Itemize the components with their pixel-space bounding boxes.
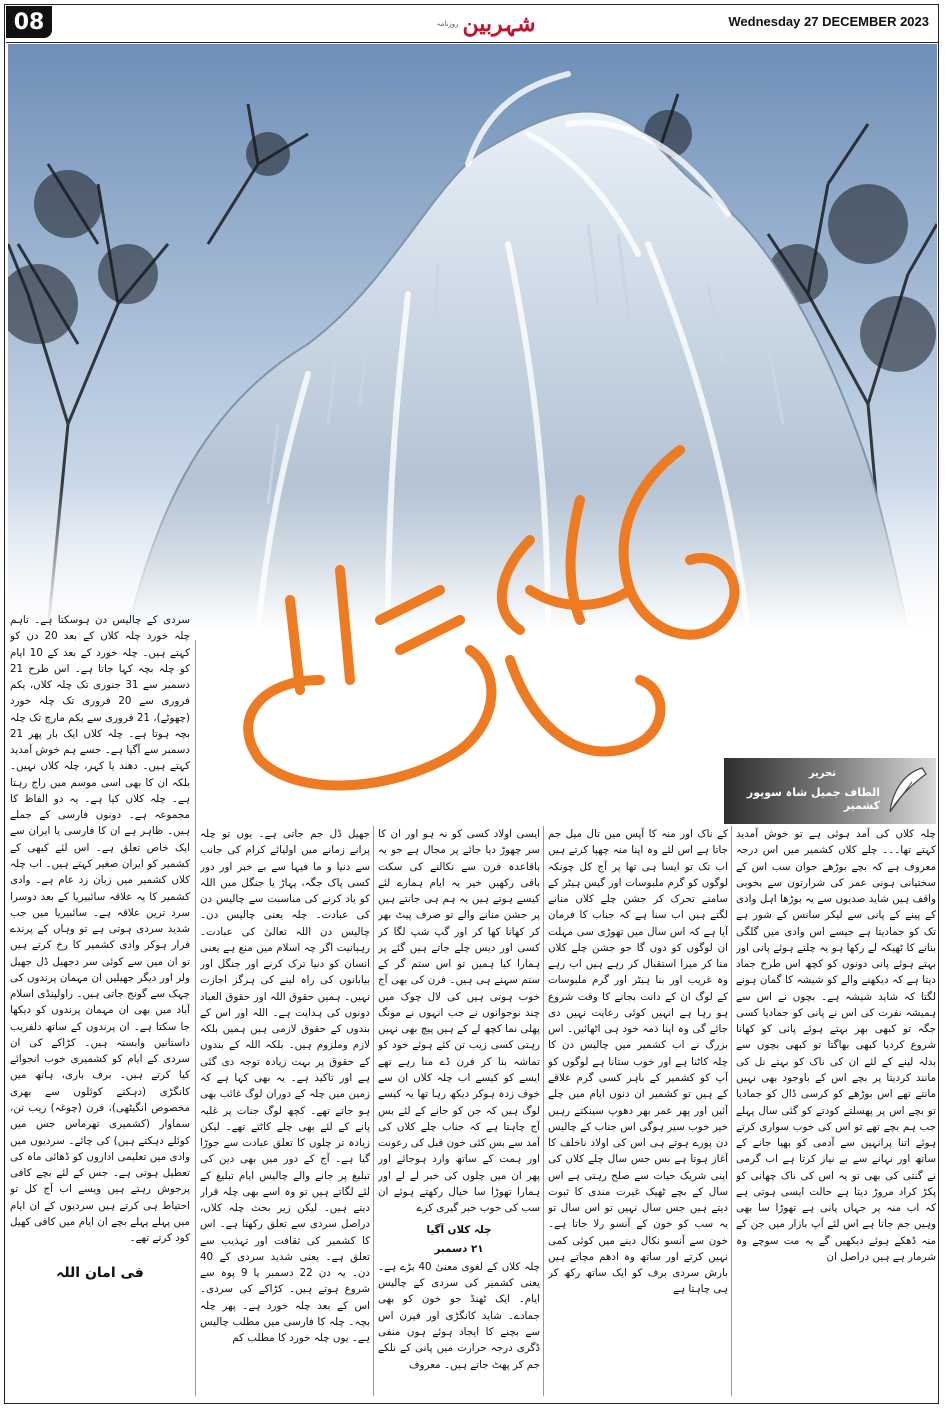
- column-divider: [373, 826, 374, 1396]
- column-divider: [195, 640, 196, 1396]
- section-subheading: چلہ کلاں آگیا: [426, 1224, 492, 1237]
- column-divider: [543, 826, 544, 1396]
- article-column-4: [200, 826, 370, 1400]
- article-column-5: [10, 612, 190, 1400]
- newspaper-logo: [401, 8, 571, 40]
- article-column-3: [378, 826, 540, 1400]
- column-5-text: سردی کے چالیس دن ہوسکتا ہے۔ تاہم چلہ خورد چلہ کلاں کے بعد 20 دن کو کہتے ہیں۔ چلہ خورد کے بعد کے 10 ایام کو چلہ بچہ کہا جاتا ہے۔ اس طرح 21 دسمبر سے 31 جنوری تک چلہ کلاں، یکم فروری سے 20 فروری تک چلہ خورد (چھوٹے)، 21 فروری سے یکم مارچ تک چلہ بچہ ہوتا ہے۔ چلہ کلاں ایک بار پھر 21 دسمبر سے آگیا ہے۔ جسے ہم خوش آمدید کہتے ہیں۔ دھند یا کہر، چلہ کلاں نہیں۔ بلکہ ان کا بھی اسی موسم میں راج رہتا ہے۔ چلہ کلاں کیا ہے۔ یہ دو الفاظ کا مجموعہ ہے۔ دونوں فارسی کے جملے ہیں۔ ظاہر ہے ان کا فارسی یا ایران سے ایک خاص تعلق ہے۔ اس لئے کبھی کے کشمیر کو ایران صغیر کہتے ہیں۔ اب چلہ کلاں کشمیر میں زبان زد عام ہے۔ وادی کشمیر کا یہ علاقہ سائبیریا کے بعد دوسرا سرد ترین علاقہ ہے۔ سائبیریا میں جب شدید سردی ہوتی ہے تو وہاں کے پرندے فرار ہوکر وادی کشمیر کا رخ کرتے ہیں تو ان میں سے کوئی سر دجھیل ڈل جھیل ولر اور دیگر جھیلیں ان مہمان پرندوں کی چہک سے گونج جاتی ہیں۔ راولپنڈی اسلام آباد میں بھی ان مہمان پرندوں کو دیکھا جا سکتا ہے۔ ان پرندوں کے ساتھ دلفریب داستانیں وابستہ ہیں۔ کڑاکے کی ان سردی کے ایام کو کشمیری خوب انجوائے کیا کرتے ہیں۔ برف باری، ہاتھ میں کانگڑی (دہکتے کوئلوں سے بھری مخصوص انگیٹھی)، فرن (چوغہ) زیب تن، سماوار (کشمیری تھرماس جس میں کوئلے دہکتے ہیں) کی چائے۔ سردیوں میں وادی میں تعلیمی اداروں کو ڈھائی ماہ کی تعطیل ہوتی ہے۔ جس کے لئے بچے کافی پرجوش رہتے ہیں ویسے اب آج کل تو احتیاط ہی کرتے ہیں سردیوں کے ان ایام میں پہلے پہلے بچے ان ایام میں کافی کھیل کود کرتے تھے۔: [10, 614, 190, 1245]
- column-3-text-continued: چلہ کلاں کے لغوی معنیٰ 40 بڑے ہے۔ یعنی کشمیر کی سردی کے چالیس ایام۔ ایک ٹھنڈ جو خون کو بھی جمادے۔ شاید کانگڑی اور فیرن اس سے بچنے کا ایجاد ہوئے ہوں منفی ڈگری درجہ حرارت میں پانی کے نلکے جم کر پھٹ جاتے ہیں۔ معروف: [378, 1260, 540, 1371]
- column-3-text: ایسی اولاد کسی کو نہ ہو اور ان کا سر چھوڑ دیا جائے پر مجال ہے جو یہ باقاعدہ فرن سے نکالنے کی سکت باقی رکھیں خیر یہ ایام ہمارے لئے کیسے ہوتے ہیں یہ ہم ہی جانتے ہیں پر جشن منانے والے تو صرف پیٹ بھر کر کھانا کھا کر اور گپ شپ لگا کر کسی اور دیس چلے جاتے ہیں گئے پر ہمارا کیا ہمیں تو اس ستم گر کے ستم سہنے ہی ہیں۔ فرن کی بھی آج خوب ہوتی ہیں کی لال چوک میں چند نوجوانوں نے جب انہوں نے مونگ پھلی نما کچھ لے کے ہیں پیچ بھی نہیں رہتی کسی زیب تن کئے ہوئے خود کو تماشہ بنا کر فرن ڈے منا رہے تھے ایسے کو کیسے اب چلہ کلاں ان سے خوف زدہ ہوکر دیکھ رہا تھا یہ کیسے لوگ ہیں کہ جن کو جانے کے لئے بس آج چاہتا ہے کہ جناب چلے کلاں کی آمد سے بس کئی خون قبل کی رعونت اور ہمت کے ساتھ وارد ہوجائے اور پھر ان میں چلوں کی خبر لے لے اور ہمارا تھوڑا سا خیال رکھتے ہوئے ان سب کی خوب خبر گیری کرے: [378, 828, 540, 1215]
- masthead: [6, 6, 939, 43]
- article-column-2: [548, 826, 728, 1400]
- column-4-text: جھیل ڈل جم جاتی ہے۔ یوں تو چلہ پرانے زمانے میں اولیائے کرام کی جانب سے دنیا و ما فیہا سے بے خبر اور دور کسی پاک جگہ، پہاڑ یا جنگل میں اللہ کو یاد کرنے کی مناسبت سے چالیس دن کی عبادت۔ چلہ یعنی چالیس دن۔ چالیس دن اللہ تعالیٰ کی عبادت۔ رہبانیت اگر چہ اسلام میں منع ہے یعنی انسان کو دنیا ترک کرنے اور جنگل اور بیابانوں کی راہ لینے کی ہرگز اجازت نہیں۔ ہمیں حقوق اللہ اور حقوق العباد دونوں کی ہدایت ہے۔ اللہ اور اس کے بندوں کے حقوق لازمی ہیں ہمیں بلکہ لازم وملزوم ہیں۔ بلکہ اللہ کے بندوں کے حقوق پر بہت زیادہ توجہ دی گئی ہے اور تاکید ہے۔ یہ بھی کہا ہے کہ زمین میں چلہ کے دوران لوگ غائب بھی ہو جاتے تھے۔ کچھ لوگ جنات پر غلبہ پانے کے لئے بھی چلے کاٹتے تھے۔ لیکن زیادہ تر چلوں کا تعلق عبادت سے جوڑا گیا ہے۔ آج کے دور میں بھی دین کی تبلیغ پر جانے والے چالیس ایام تبلیغ کے لئے لگاتے ہیں تو وہ اسے بھی چلہ قرار دیتے ہیں۔ لیکن زیر بحث چلہ کلاں، دراصل سردی سے تعلق رکھتا ہے۔ اس کا کشمیر کی ثقافت اور تہذیب سے تعلق ہے۔ یعنی شدید سردی کے 40 دن۔ یہ دن 22 دسمبر یا 9 پوہ سے شروع ہوتے ہیں۔ کڑاکے کی سردی۔ اس کے بعد چلہ خورد ہے۔ پھر چلہ بچہ۔ چلہ کا فارسی میں مطلب چالیس ہے۔ یوں چلہ خورد کا مطلب کم: [200, 828, 370, 1345]
- section-subheading-date: ۲۱ دسمبر: [434, 1242, 484, 1255]
- column-2-text: کے ناک اور منہ کا آپس میں تال میل جم جاتا ہے اس لئے وہ اپنا منہ چھپا کرتے ہیں اب تک تو ایسا ہی تھا پر آج کل چونکہ لوگوں کو گرم ملبوسات اور گیس ہیٹر کے سامنے تحرک کر جشن چلے کلاں منانے لگتے ہیں اب سنا ہے کہ جناب کا فرمان آیا ہے کہ اس سال میں تھوڑی سی مہلت ان لوگوں کو دوں گا جو جشن چلے کلاں منا کر میرا استقبال کر رہے ہیں اب رہے وہ غریب اور بنا ہیٹر اور گرم ملبوسات کے لوگ ان کے دانت بجانے کا وقت شروع ہو رہا ہے انہیں کوئی رعایت نہیں دی جائے گی وہ اپنا ذمہ خود ہی اٹھائیں۔ اس بزرگ نے اب کشمیر میں چالیس دن کا چلہ کاٹنا ہے اور خوب ستانا ہے لوگوں کو آپ کو کشمیر کے باہر کسی گرم علاقے کے ہیں تو کشمیر ان دنوں ایام میں چلے آئیں اور پھر عمر بھر دھوپ سینکتے رہیں خیر خوب سیر ہوگی اس جناب کے چالیس دن پورے ہوتے ہی اس کی اولاد ناخلف کا آغاز ہوتا ہے بس جس سال چلے کلاں کی اپنی شریک حیات سے صلح رہتی ہے اس سال کے بچے ٹھیک غیرت مندی کا ثبوت دیتے ہیں جس سال نہیں تو اس سال تو یہ سب کو خون کے آنسو رلا جاتا ہے۔ خون سے آنسو نکال دینے میں کوئی کمی نہیں کرتے اور ساتھ وہ ادھم مچاتے ہیں بارش سردی برف کو ایک ساتھ رکھ کر ہی چاہتا ہے: [548, 828, 728, 1296]
- quill-pen-icon: [882, 764, 930, 816]
- sign-off: فی امان اللہ: [56, 1265, 144, 1282]
- headline-calligraphy: [200, 420, 760, 840]
- byline-label: تحریر: [808, 768, 836, 779]
- byline-box: [724, 758, 936, 824]
- logo-tagline: روزنامہ: [436, 20, 459, 28]
- logo-name: شہربین: [462, 11, 536, 37]
- issue-date: Wednesday 27 DECEMBER 2023: [728, 14, 929, 29]
- column-1-text: چلہ کلاں کی آمد ہوئی ہے تو خوش آمدید کہتے تھا۔۔۔ چلے کلاں کشمیر میں اس درجہ معروف ہے کہ بچے بوڑھے جوان سب اس کے سختیانی ہونی عمر کی شرارتوں سے بخوبی واقف ہیں شاید صدیوں سے یہ بوڑھا اہل وادی کے پینے کے پانی سے لیکر سانس کے شور ہے تک کو جمادیتا ہے جیسے اس وادی میں گلگی بنانے کا ٹھیکہ لے رکھا ہو یہ چلتے ہوئے پانی اور بہتے ہوئے پانی دونوں کو کچھ اس طرح جماد دیتا ہے کہ دیکھنے والے کو شیشہ کا گمان ہونے لگتا کہ شاید شیشہ ہے۔ بچوں نے اس سے ہمیشہ نفرت کی اس نے پانی کو جمادیا کسی جگہ تو کبھی بھر بہتے ہوئے پانی کو کھانا شروع کردیا کبھی بھاگتا تو کبھی بچوں سے بدلہ لینے کے لئے ان کی ناک کو بہتے نل کی مانند کردیتا پر بچے اس کے باوجود بھی نہیں مانتے تھے اس بوڑھے کو کرسی ڈال کو جمادیا تو بچے اس پر پھسلتے کودتے کو گئی سال پہلے جب ہم بچے تھے تو اس کی خوب سواری کرتے ہوئے اتنا پرانہیں سے آدمی کو بھیا جانے کے ساتھ اور نہانے سے بے نیاز کرتا ہے اب گرمی نے گنتی کی بھی تو یہ اس کی ناک چھانی کو پکڑ کراد مروڑ دیتا ہے حالت ایسی ہوتی ہے کہ اب منہ پر جہاں پانی ہے تھوڑا سا بھی وہیں جم جاتا ہے اس لئے آپ بازار میں جن کے منہ ڈھکے ہوئے دیکھیں گے یہ مت سوچے وہ شرمار ہے ہیں دراصل ان: [736, 828, 936, 1263]
- article-headline: [200, 420, 760, 840]
- page-number: 08: [6, 6, 52, 38]
- article-column-1: [736, 826, 936, 1400]
- author-name: الطاف جمیل شاہ سوپور کشمیر: [746, 786, 880, 812]
- column-divider: [731, 826, 732, 1396]
